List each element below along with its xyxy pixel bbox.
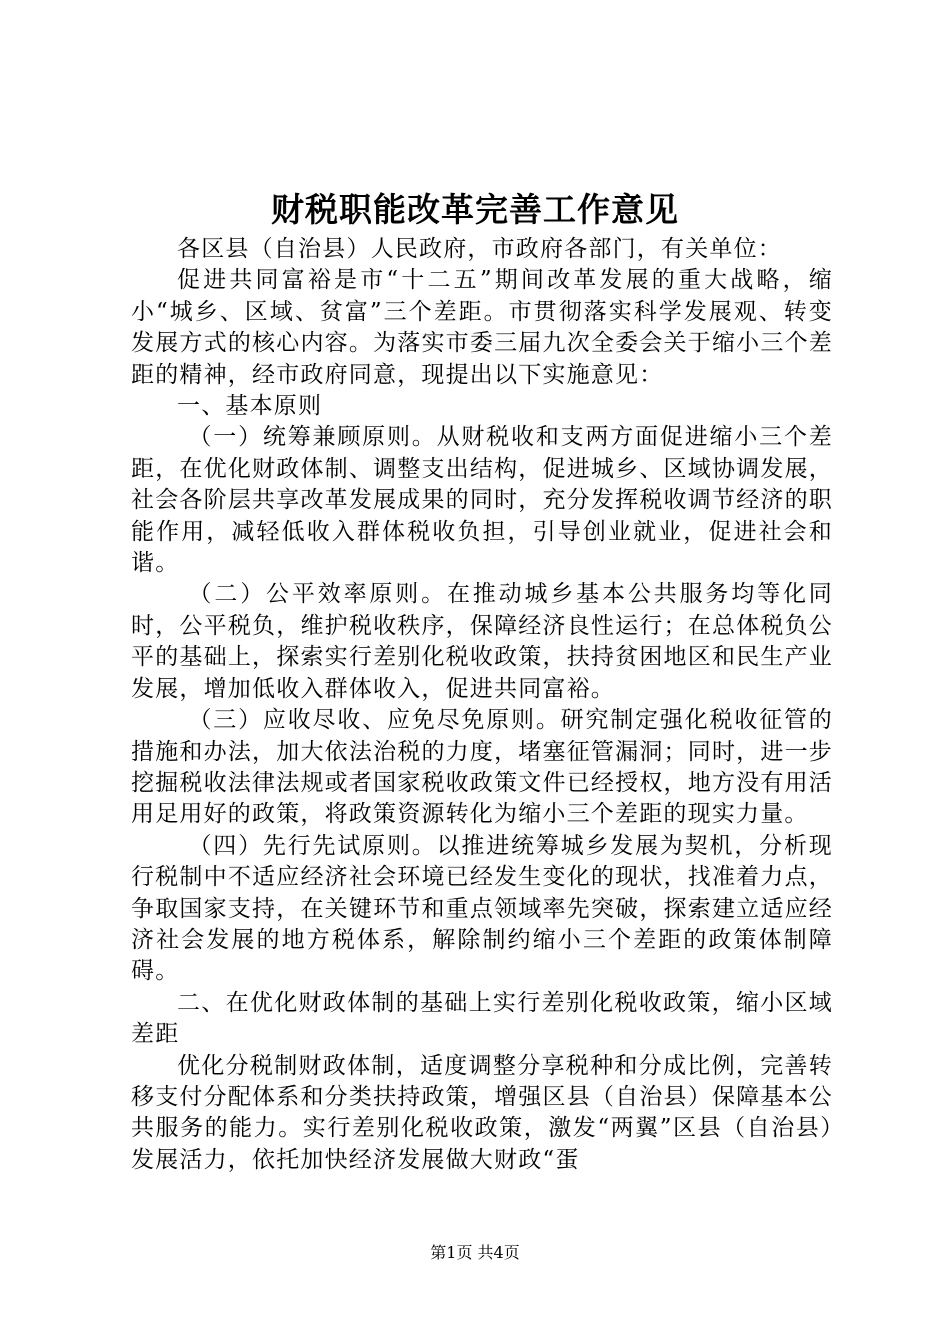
principle-paragraph-2: （二）公平效率原则。在推动城乡基本公共服务均等化同时，公平税负，维护税收秩序，保障经济良性运行；在总体税负公平的基础上，探索实行差别化税收政策，扶持贫困地区和民生产业发展，增加低收入群体收入，促进共同富裕。 [131,581,833,702]
intro-paragraph: 促进共同富裕是市“十二五”期间改革发展的重大战略，缩小“城乡、区域、贫富”三个差距。市贯彻落实科学发展观、转变发展方式的核心内容。为落实市委三届九次全委会关于缩小三个差距的精神，经市政府同意，现提出以下实施意见： [131,267,833,388]
section-two-paragraph: 优化分税制财政体制，适度调整分享税种和分成比例，完善转移支付分配体系和分类扶持政策，增强区县（自治县）保障基本公共服务的能力。实行差别化税收政策，激发“两翼”区县（自治县）发展活力，依托加快经济发展做大财政“蛋 [131,1052,833,1173]
document-title: 财税职能改革完善工作意见 [271,190,679,229]
salutation-paragraph: 各区县（自治县）人民政府，市政府各部门，有关单位： [177,236,782,262]
section-heading-regional-gap: 二、在优化财政体制的基础上实行差别化税收政策，缩小区域差距 [131,989,833,1048]
document-body [131,234,833,1176]
principle-paragraph-3: （三）应收尽收、应免尽免原则。研究制定强化税收征管的措施和办法，加大依法治税的力度，堵塞征管漏洞；同时，进一步挖掘税收法律法规或者国家税收政策文件已经授权，地方没有用活用足用好的政策，将政策资源转化为缩小三个差距的现实力量。 [131,707,833,828]
page-footer: 第1页 共4页 [430,1243,520,1262]
principle-paragraph-1: （一）统筹兼顾原则。从财税收和支两方面促进缩小三个差距，在优化财政体制、调整支出结构，促进城乡、区域协调发展，社会各阶层共享改革发展成果的同时，充分发挥税收调节经济的职能作用，减轻低收入群体税收负担，引导创业就业，促进社会和谐。 [131,424,833,577]
principle-paragraph-4: （四）先行先试原则。以推进统筹城乡发展为契机，分析现行税制中不适应经济社会环境已经发生变化的现状，找准着力点，争取国家支持，在关键环节和重点领域率先突破，探索建立适应经济社会发展的地方税体系，解除制约缩小三个差距的政策体制障碍。 [131,832,833,985]
section-heading-basic-principles: 一、基本原则 [177,393,323,420]
